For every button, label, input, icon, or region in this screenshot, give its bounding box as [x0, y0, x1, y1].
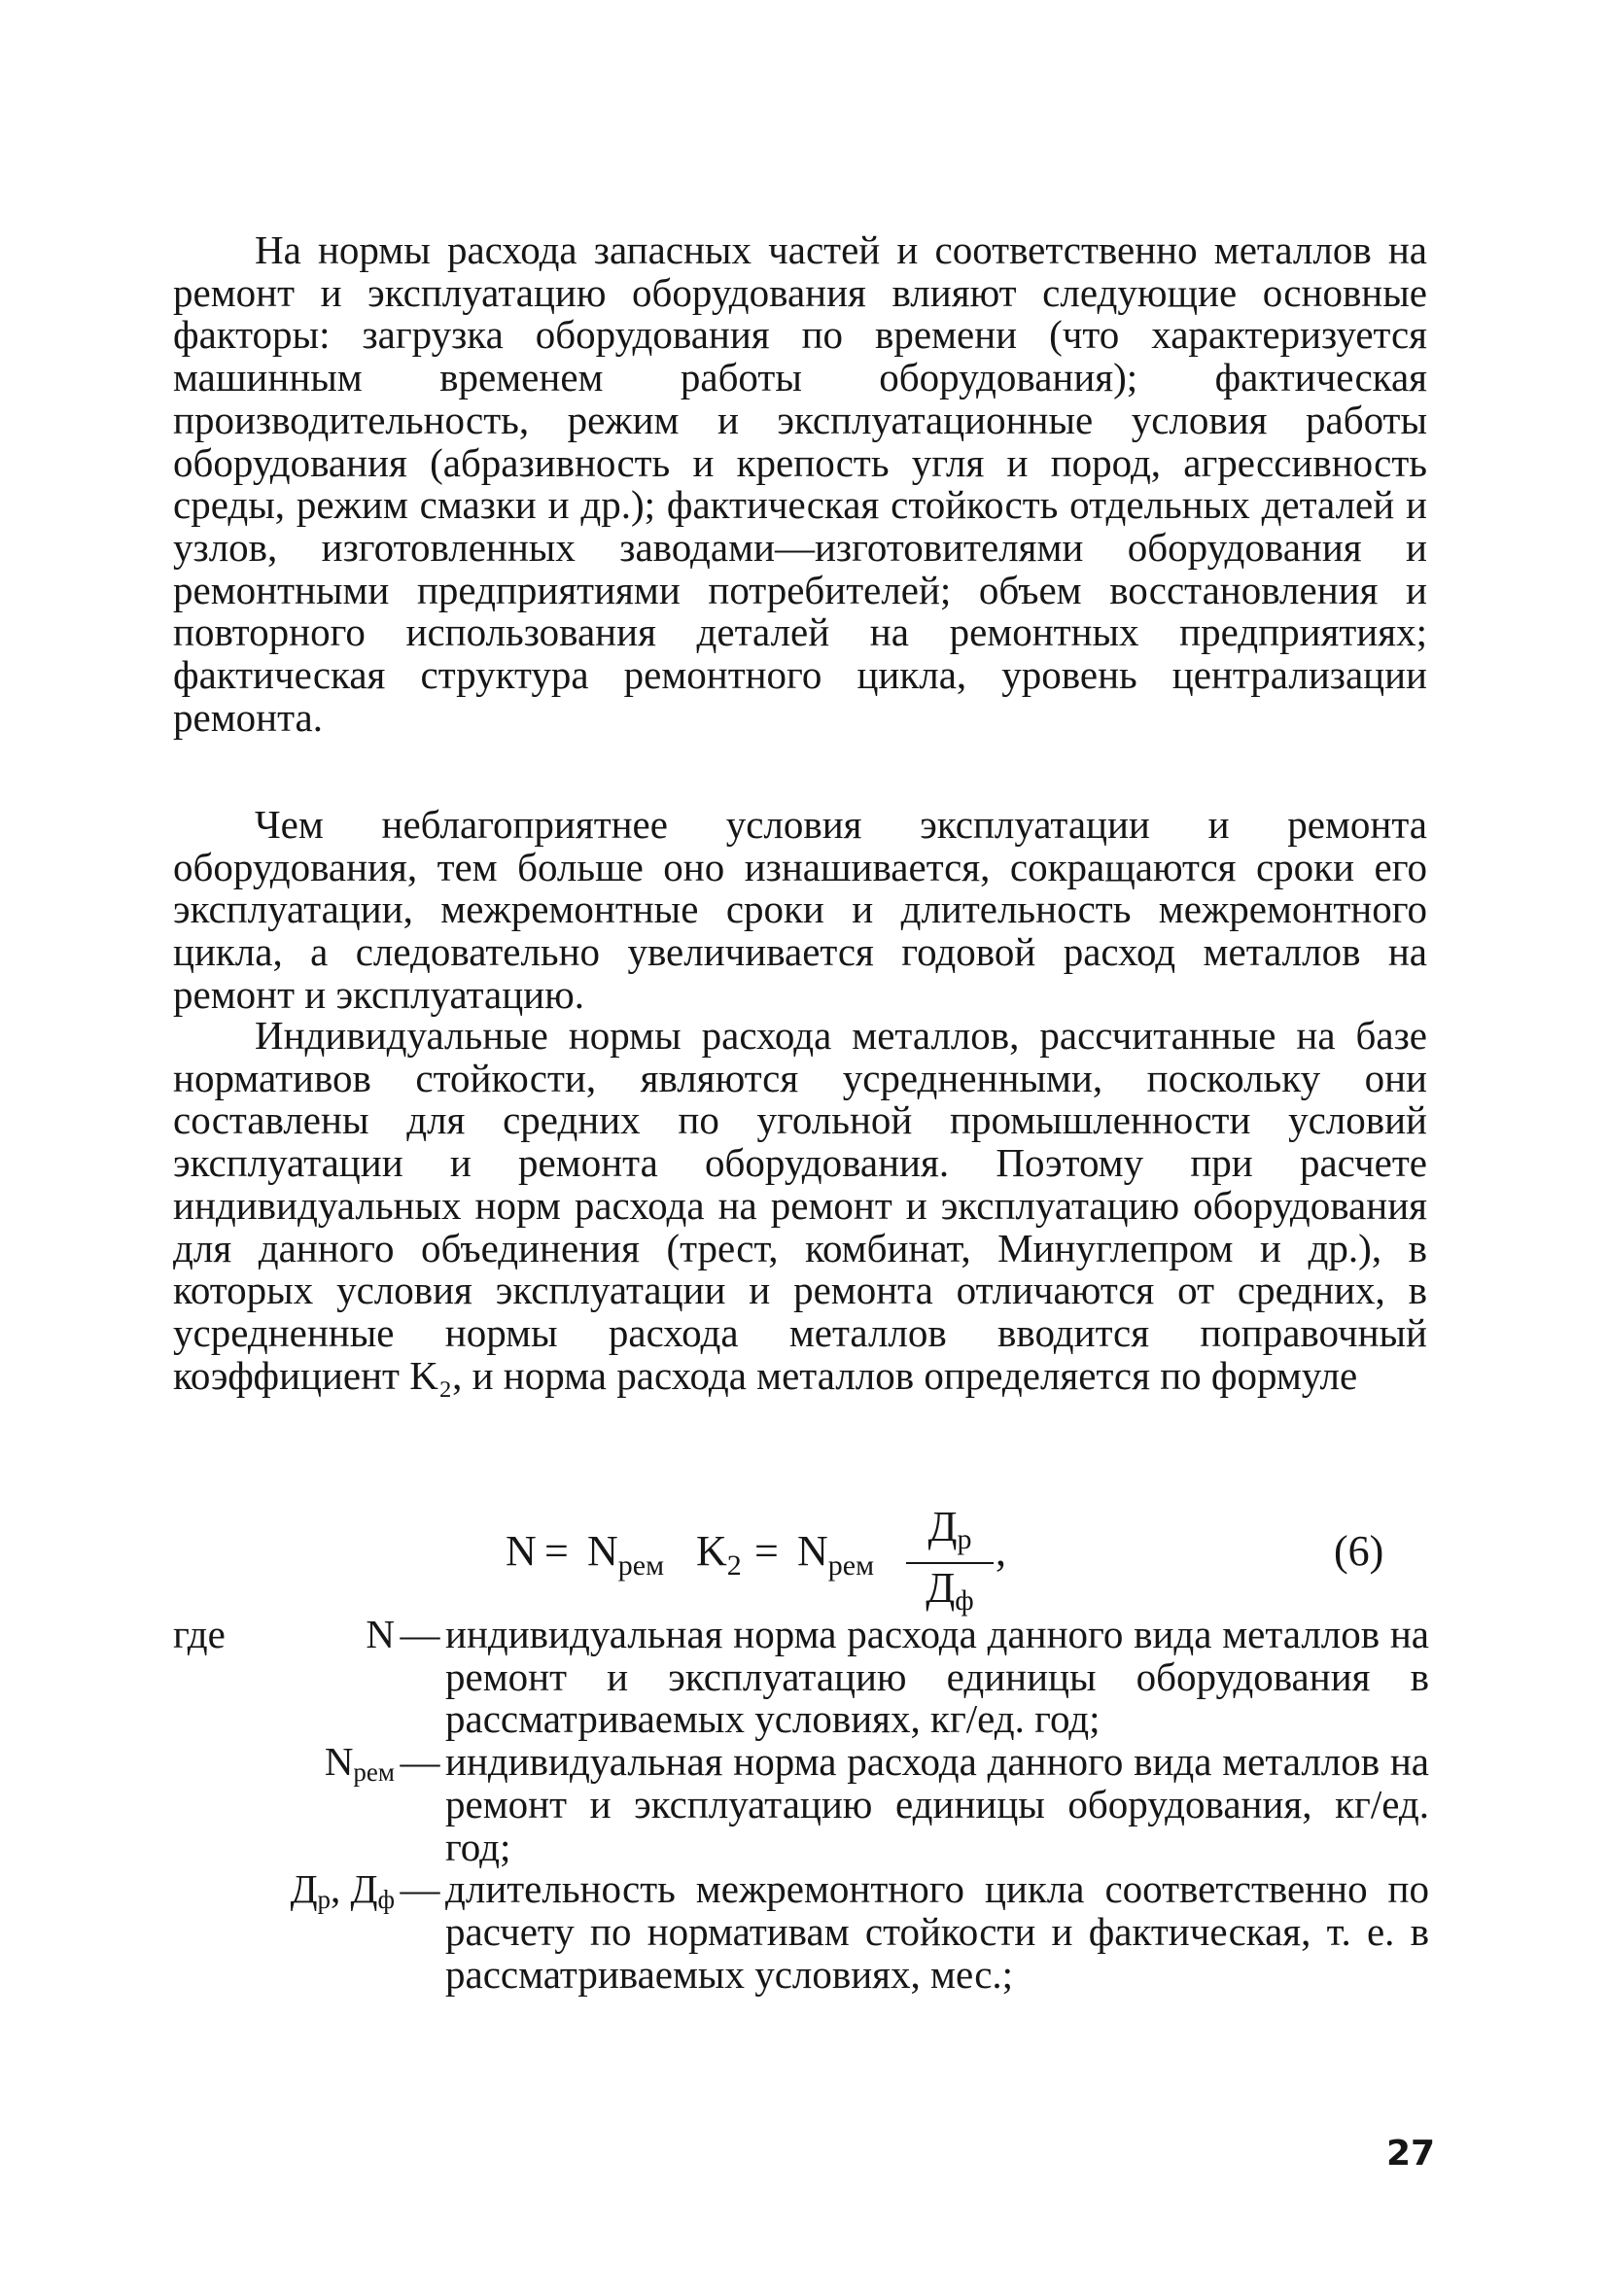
formula-numerator — [906, 1505, 994, 1564]
definition-term-sub: рем — [353, 1757, 395, 1788]
definition-term-sub: р — [317, 1885, 332, 1915]
definition-term — [173, 1741, 395, 1868]
definition-term-separator: , — [331, 1866, 351, 1912]
definition-d-r-d-f — [173, 1868, 1437, 1996]
formula-n-rem-2-base: N — [797, 1527, 828, 1575]
equation-number: (6) — [1334, 1527, 1384, 1575]
formula-comma: , — [996, 1527, 1006, 1575]
definition-dash: — — [400, 1612, 440, 1656]
definition-text: индивидуальная норма расхода данного вида металлов на ремонт и эксплуатацию единицы оборудования, кг/ед. год; — [445, 1739, 1429, 1869]
formula-n-rem-2-sub: рем — [827, 1549, 875, 1582]
where-word: где — [173, 1612, 226, 1656]
formula-n-rem — [587, 1526, 664, 1583]
formula-numerator-sub: р — [957, 1523, 972, 1555]
paragraph-conditions: Чем неблагоприятнее условия эксплуатации и ремонта оборудования, тем больше оно изнашивается, сокращаются сроки его эксплуатации, межремонтные сроки и длительность межремонтного цикла, а следовательно увеличивается годовой расход металлов на ремонт и эксплуатацию. — [173, 802, 1427, 1017]
formula-denominator-base: Д — [926, 1564, 956, 1612]
formula-numerator-base: Д — [927, 1503, 958, 1550]
definition-dash: — — [400, 1739, 440, 1785]
definition-dash: — — [400, 1866, 440, 1912]
formula-k2 — [696, 1526, 742, 1583]
definition-term-base: Д — [290, 1866, 318, 1912]
definition-text: длительность межремонтного цикла соответственно по расчету по нормативам стойкости и фактическая, т. е. в рассматриваемых условиях, мес.; — [445, 1866, 1429, 1997]
formula-n-rem-sub: рем — [617, 1549, 665, 1582]
paragraph-factors: На нормы расхода запасных частей и соответственно металлов на ремонт и эксплуатацию оборудования влияют следующие основные факторы: загрузка оборудования по времени (что характеризуется машинным временем работы оборудования); фактическая производительность, режим и эксплуатационные условия работы оборудования (абразивность и крепость угля и пород, агрессивность среды, режим смазки и др.); фактическая стойкость отдельных деталей и узлов, изготовленных заводами—изготовителями оборудования и ремонтными предприятиями потребителей; объем восстановления и повторного использования деталей на ремонтных предприятиях; фактическая структура ремонтного цикла, уровень централизации ремонта. — [173, 227, 1427, 740]
definition-term-sub-2: ф — [377, 1885, 395, 1915]
paragraph-individual-norms: Индивидуальные нормы расхода металлов, рассчитанные на базе нормативов стойкости, являются усредненными, поскольку они составлены для средних по угольной промышленности условий эксплуатации и ремонта оборудования. Поэтому при расчете индивидуальных норм расхода на ремонт и эксплуатацию оборудования для данного объединения (трест, комбинат, Минуглепром и др.), в которых условия эксплуатации и ремонта отличаются от средних, в усредненные нормы расхода металлов вводится поправочный коэффициент K₂, и норма расхода металлов определяется по формуле — [173, 1013, 1427, 1398]
definition-term-base-2: Д — [350, 1866, 378, 1912]
formula-k2-base: K — [696, 1527, 727, 1575]
definition-n — [173, 1614, 1437, 1741]
definition-n-rem — [173, 1741, 1437, 1868]
formula-fraction — [906, 1505, 994, 1625]
formula-denominator-sub: ф — [955, 1584, 974, 1617]
definitions-list — [173, 1614, 1437, 1996]
page-number: 27 — [1386, 2134, 1436, 2174]
definition-text: индивидуальная норма расхода данного вида металлов на ремонт и эксплуатацию единицы оборудования в рассматриваемых условиях, кг/ед. год; — [445, 1612, 1429, 1742]
definition-term-base: N — [324, 1739, 354, 1785]
definition-term — [173, 1868, 395, 1996]
formula-n-rem-2 — [797, 1526, 874, 1583]
formula-k2-sub: 2 — [726, 1549, 742, 1582]
formula-equals-1: = — [544, 1527, 569, 1575]
definition-term-base: N — [366, 1612, 395, 1656]
formula-lhs: N — [506, 1527, 537, 1575]
formula-equals-2: = — [754, 1527, 779, 1575]
formula-n-rem-base: N — [587, 1527, 618, 1575]
